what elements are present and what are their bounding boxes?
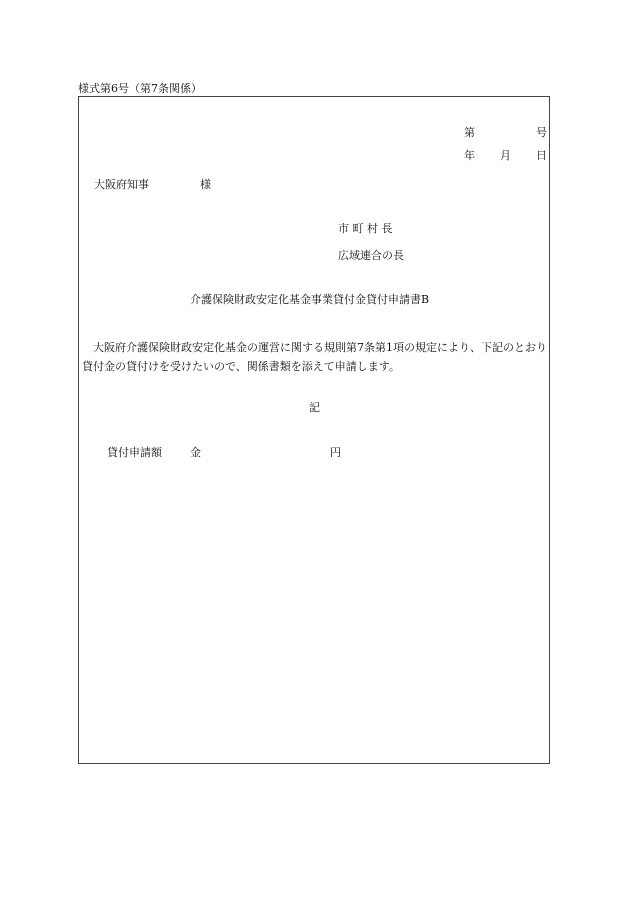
loan-label: 貸付申請額	[107, 446, 162, 459]
ki-label: 記	[309, 401, 320, 414]
date-year: 年	[464, 149, 475, 162]
loan-kin: 金	[190, 446, 201, 459]
document-title: 介護保険財政安定化基金事業貸付金貸付申請書B	[190, 293, 430, 306]
date-month: 月	[500, 149, 511, 162]
sender-union: 広域連合の長	[338, 249, 404, 262]
addressee-name: 大阪府知事	[94, 178, 149, 191]
body-text: 大阪府介護保険財政安定化基金の運営に関する規則第7条第1項の規定により、下記のとおり貸付金の貸付けを受けたいので、関係書類を添えて申請します。	[82, 341, 547, 373]
form-label: 様式第6号（第7条関係）	[78, 82, 202, 95]
loan-yen: 円	[330, 446, 341, 459]
addressee-honorific: 様	[200, 178, 211, 191]
number-suffix: 号	[536, 126, 547, 139]
sender-mayor: 市 町 村 長	[338, 222, 393, 235]
date-day: 日	[536, 149, 547, 162]
number-prefix: 第	[464, 126, 475, 139]
form-frame	[78, 96, 550, 764]
